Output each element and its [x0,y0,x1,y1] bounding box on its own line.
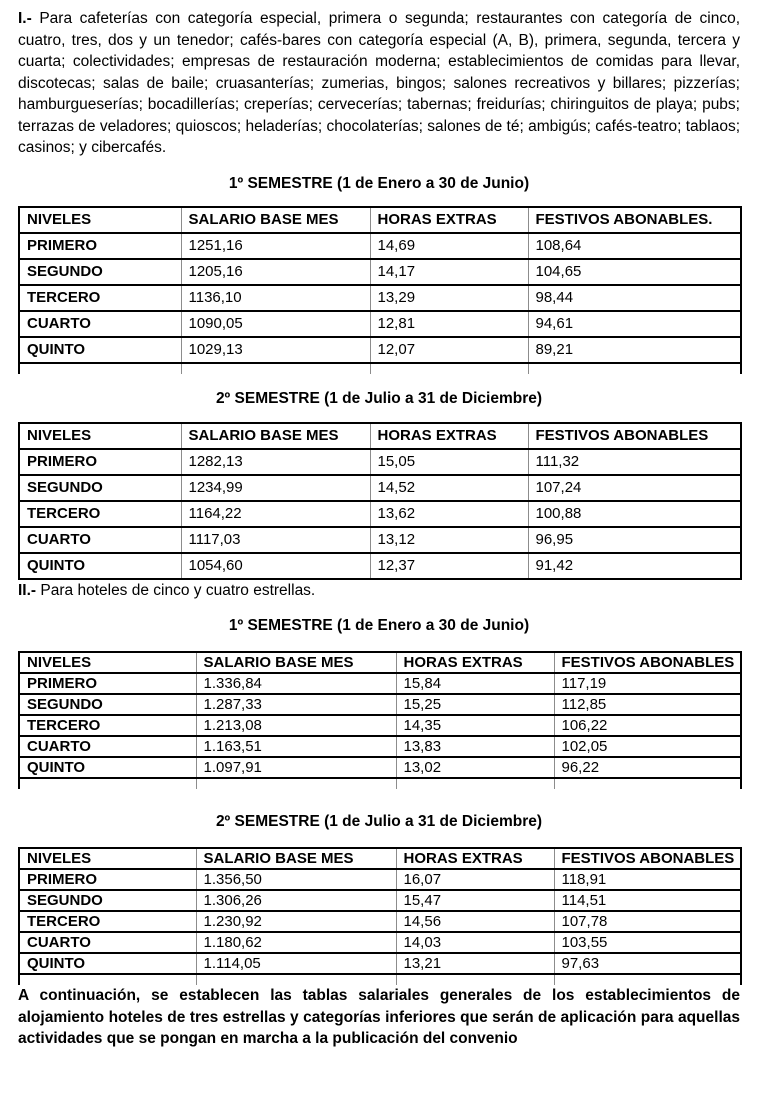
horas-cell: 14,69 [370,233,528,259]
table-row [19,953,741,974]
festivos-cell: 96,95 [528,527,741,553]
header-cell-salario: SALARIO BASE MES [196,848,396,869]
festivos-cell: 107,78 [554,911,741,932]
section-ii-label: II.- [18,581,37,599]
festivos-cell: 103,55 [554,932,741,953]
header-cell-festivos: FESTIVOS ABONABLES [554,652,741,673]
level-cell: CUARTO [19,527,181,553]
festivos-cell: 89,21 [528,337,741,363]
level-cell: CUARTO [19,736,196,757]
table-row [19,311,741,337]
salary-table-hoteles-sem1 [18,651,742,789]
festivos-cell: 91,42 [528,553,741,579]
festivos-cell: 114,51 [554,890,741,911]
festivos-cell: 108,64 [528,233,741,259]
horas-cell: 14,17 [370,259,528,285]
level-cell: QUINTO [19,337,181,363]
salario-cell: 1234,99 [181,475,370,501]
level-cell: PRIMERO [19,673,196,694]
salario-cell: 1164,22 [181,501,370,527]
table-row [19,694,741,715]
level-cell: QUINTO [19,953,196,974]
header-cell-festivos: FESTIVOS ABONABLES. [528,207,741,233]
table-row [19,553,741,579]
table-row [19,715,741,736]
level-cell: QUINTO [19,553,181,579]
level-cell: PRIMERO [19,869,196,890]
salario-cell: 1136,10 [181,285,370,311]
clipped-row-stub [19,974,741,985]
table-header-row [19,207,741,233]
salario-cell: 1282,13 [181,449,370,475]
salario-cell: 1.097,91 [196,757,396,778]
salario-cell: 1.114,05 [196,953,396,974]
salario-cell: 1054,60 [181,553,370,579]
header-cell-festivos: FESTIVOS ABONABLES [554,848,741,869]
header-cell-horas: HORAS EXTRAS [370,207,528,233]
level-cell: PRIMERO [19,449,181,475]
header-cell-salario: SALARIO BASE MES [181,207,370,233]
horas-cell: 14,03 [396,932,554,953]
horas-cell: 15,05 [370,449,528,475]
header-cell-niveles: NIVELES [19,423,181,449]
intro-paragraph [18,8,740,159]
horas-cell: 13,12 [370,527,528,553]
horas-cell: 12,07 [370,337,528,363]
header-cell-niveles: NIVELES [19,652,196,673]
table-header-row [19,423,741,449]
level-cell: TERCERO [19,911,196,932]
level-cell: QUINTO [19,757,196,778]
table-row [19,501,741,527]
salario-cell: 1.287,33 [196,694,396,715]
horas-cell: 13,02 [396,757,554,778]
table-row [19,527,741,553]
salario-cell: 1.356,50 [196,869,396,890]
level-cell: SEGUNDO [19,694,196,715]
clipped-row-stub [19,363,741,374]
header-cell-salario: SALARIO BASE MES [181,423,370,449]
semester-2-heading-section-i: 2º SEMESTRE (1 de Julio a 31 de Diciembre) [215,389,543,407]
level-cell: SEGUNDO [19,890,196,911]
header-cell-horas: HORAS EXTRAS [370,423,528,449]
salario-cell: 1.230,92 [196,911,396,932]
salario-cell: 1090,05 [181,311,370,337]
salario-cell: 1251,16 [181,233,370,259]
table-row [19,890,741,911]
horas-cell: 14,52 [370,475,528,501]
level-cell: SEGUNDO [19,475,181,501]
header-cell-niveles: NIVELES [19,848,196,869]
header-cell-festivos: FESTIVOS ABONABLES [528,423,741,449]
horas-cell: 12,81 [370,311,528,337]
festivos-cell: 107,24 [528,475,741,501]
festivos-cell: 104,65 [528,259,741,285]
level-cell: PRIMERO [19,233,181,259]
festivos-cell: 98,44 [528,285,741,311]
festivos-cell: 118,91 [554,869,741,890]
table-row [19,259,741,285]
horas-cell: 13,21 [396,953,554,974]
level-cell: CUARTO [19,932,196,953]
level-cell: CUARTO [19,311,181,337]
table-row [19,449,741,475]
table-row [19,337,741,363]
section-ii-paragraph [18,580,740,602]
level-cell: SEGUNDO [19,259,181,285]
horas-cell: 14,56 [396,911,554,932]
salario-cell: 1205,16 [181,259,370,285]
salario-cell: 1.336,84 [196,673,396,694]
salary-table-cafeterias-sem1 [18,206,742,374]
horas-cell: 15,47 [396,890,554,911]
festivos-cell: 106,22 [554,715,741,736]
horas-cell: 16,07 [396,869,554,890]
level-cell: TERCERO [19,285,181,311]
horas-cell: 14,35 [396,715,554,736]
header-cell-salario: SALARIO BASE MES [196,652,396,673]
table-row [19,736,741,757]
level-cell: TERCERO [19,501,181,527]
salario-cell: 1.306,26 [196,890,396,911]
horas-cell: 12,37 [370,553,528,579]
festivos-cell: 112,85 [554,694,741,715]
festivos-cell: 96,22 [554,757,741,778]
intro-text: Para cafeterías con categoría especial, primera o segunda; restaurantes con categoría de cinco, cuatro, tres, dos y un tenedor; cafés-bares con categoría especial (A, B), primera, segunda, tercera y cuarta; colectividades; empresas de restauración moderna; establecimientos de comidas para llevar, discotecas; salas de baile; cruasanterías; zumerias, bingos; salones recreativos y billares; pizzerías; hamburgueserías; bocadillerías; creperías; cervecerías; tabernas; freidurías; chiringuitos de playa; pubs; terrazas de veladores; quioscos; heladerías; chocolaterías; salones de té; ambigús; cafés-teatro; tablaos; casinos; y cibercafés. [18,10,741,156]
table-row [19,869,741,890]
table-row [19,757,741,778]
header-cell-niveles: NIVELES [19,207,181,233]
semester-1-heading-section-ii: 1º SEMESTRE (1 de Enero a 30 de Junio) [228,617,530,634]
salario-cell: 1029,13 [181,337,370,363]
semester-2-heading-section-ii: 2º SEMESTRE (1 de Julio a 31 de Diciembre) [215,813,543,830]
table-row [19,932,741,953]
festivos-cell: 117,19 [554,673,741,694]
section-ii-text: Para hoteles de cinco y cuatro estrellas. [40,581,316,599]
festivos-cell: 94,61 [528,311,741,337]
salario-cell: 1117,03 [181,527,370,553]
table-row [19,911,741,932]
semester-1-heading-section-i: 1º SEMESTRE (1 de Enero a 30 de Junio) [228,174,530,192]
horas-cell: 15,84 [396,673,554,694]
table-row [19,285,741,311]
table-row [19,233,741,259]
table-header-row [19,848,741,869]
festivos-cell: 100,88 [528,501,741,527]
festivos-cell: 111,32 [528,449,741,475]
horas-cell: 15,25 [396,694,554,715]
horas-cell: 13,62 [370,501,528,527]
salario-cell: 1.163,51 [196,736,396,757]
section-i-label: I.- [18,10,32,27]
header-cell-horas: HORAS EXTRAS [396,652,554,673]
table-row [19,475,741,501]
level-cell: TERCERO [19,715,196,736]
horas-cell: 13,29 [370,285,528,311]
table-row [19,673,741,694]
closing-paragraph: A continuación, se establecen las tablas salariales generales de los establecimientos de alojamiento hoteles de tres estrellas y categorías inferiores que serán de aplicación para aquellas actividades que se pongan en marcha a la publicación del convenio [18,987,740,1047]
festivos-cell: 97,63 [554,953,741,974]
festivos-cell: 102,05 [554,736,741,757]
header-cell-horas: HORAS EXTRAS [396,848,554,869]
salary-table-hoteles-sem2 [18,847,742,985]
salario-cell: 1.213,08 [196,715,396,736]
clipped-row-stub [19,778,741,789]
table-header-row [19,652,741,673]
salary-table-cafeterias-sem2 [18,422,742,580]
salario-cell: 1.180,62 [196,932,396,953]
horas-cell: 13,83 [396,736,554,757]
